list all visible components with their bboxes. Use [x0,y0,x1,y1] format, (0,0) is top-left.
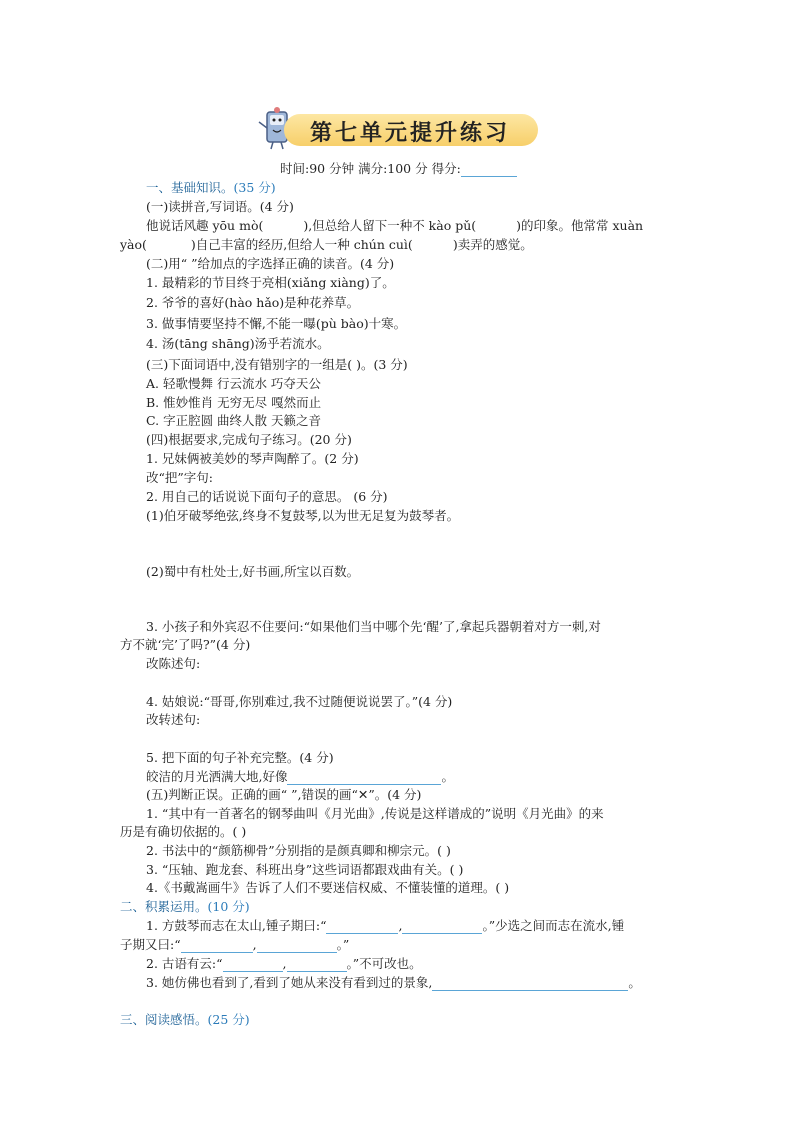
q1-heading: (一)读拼音,写词语。(4 分) [146,199,294,214]
s2-item-1-text-d: 子期又曰:“ [120,937,181,952]
section-3-title: 三、阅读感悟。 [120,1012,208,1027]
q4-item-2: 2. 用自己的话说说下面句子的意思。 (6 分) [146,489,388,504]
s2-item-2-text-b: , [282,956,287,971]
q4-item-3-line-1: 3. 小孩子和外宾忍不住要问:“如果他们当中哪个先‘醒’了,拿起兵器朝着对方一刺,对 [146,619,601,634]
s2-item-3-text-a: 3. 她仿佛也看到了,看到了她从来没有看到过的景象, [146,975,433,990]
q5-heading: (五)判断正误。正确的画“ ”,错误的画“✕”。(4 分) [146,787,422,802]
q4-item-5-blank[interactable] [287,772,441,785]
q2-item-1: 1. 最精彩的节目终于亮相(xiǎng xiàng)了。 [146,275,395,290]
q1-text-c: )的印象。他常常 xuàn [516,218,644,233]
title-banner [254,106,544,152]
section-2-title: 二、积累运用。 [120,899,208,914]
s2-item-1-blank-1[interactable] [326,921,398,934]
q4-item-1-instruction: 改“把”字句: [146,470,213,485]
q1-text-f: )卖弄的感觉。 [452,237,533,252]
s2-item-1-blank-4[interactable] [257,940,337,953]
s2-item-1-text-a: 1. 方鼓琴而志在太山,锺子期曰:“ [146,918,327,933]
q2-item-2: 2. 爷爷的喜好(hào hǎo)是种花养草。 [146,295,360,310]
s2-item-1-text-f: 。” [336,937,350,952]
meta-text: 时间:90 分钟 满分:100 分 得分: [280,161,461,176]
section-2-heading [120,899,250,915]
s2-item-2 [146,956,422,972]
s2-item-1-blank-2[interactable] [402,921,482,934]
q4-item-1: 1. 兄妹俩被美妙的琴声陶醉了。(2 分) [146,451,359,466]
q3-option-c: C. 字正腔圆 曲终人散 天籁之音 [146,413,322,428]
q4-item-3-line-2: 方不就‘完’了吗?”(4 分) [120,637,251,652]
section-3-points: (25 分) [207,1012,250,1027]
s2-item-2-text-a: 2. 古语有云:“ [146,956,223,971]
q3-heading: (三)下面词语中,没有错别字的一组是( )。(3 分) [146,357,408,372]
s2-item-1-text-c: 。”少选之间而志在流水,锺 [482,918,625,933]
s2-item-1-blank-3[interactable] [181,940,253,953]
s2-item-3-text-b: 。 [628,975,641,990]
q5-item-4: 4.《书戴嵩画牛》告诉了人们不要迷信权威、不懂装懂的道理。( ) [146,880,510,895]
s2-item-1-line-1 [146,918,624,934]
s2-item-1-line-2 [120,937,349,953]
q4-item-5-sentence: 皎洁的月光洒满大地,好像 。 [146,769,454,784]
s2-item-1-text-e: , [252,937,257,952]
section-3-heading [120,1012,250,1028]
s2-item-2-blank-1[interactable] [223,959,283,972]
q1-text-b: ),但总给人留下一种不 kào pǔ( [303,218,477,233]
q1-line-2 [120,237,533,253]
section-1-points: (35 分) [233,180,276,195]
s2-item-2-blank-2[interactable] [287,959,347,972]
q4-item-5-text: 皎洁的月光洒满大地,好像 [146,769,288,784]
q4-item-2-sentence-2: (2)蜀中有杜处士,好书画,所宝以百数。 [146,564,360,579]
q2-heading: (二)用“ ”给加点的字选择正确的读音。(4 分) [146,256,395,271]
s2-item-3 [146,975,641,991]
section-1-heading [146,180,276,196]
s2-item-1-text-b: , [398,918,403,933]
q1-text-a: 他说话风趣 yōu mò( [146,218,264,233]
q5-item-3: 3. “压轴、跑龙套、科班出身”这些词语都跟戏曲有关。( ) [146,862,464,877]
q4-heading: (四)根据要求,完成句子练习。(20 分) [146,432,352,447]
q3-option-b: B. 惟妙惟肖 无穷无尽 嘎然而止 [146,395,322,410]
section-2-points: (10 分) [207,899,250,914]
q4-item-4-instruction: 改转述句: [146,712,201,727]
q1-text-d: yào( [120,237,147,252]
s2-item-3-blank[interactable] [432,978,628,991]
q2-item-3: 3. 做事情要坚持不懈,不能一曝(pù bào)十寒。 [146,316,407,331]
page-title: 第七单元提升练习 [310,120,511,146]
q1-line-1 [146,218,643,234]
q4-item-5: 5. 把下面的句子补充完整。(4 分) [146,750,334,765]
q5-item-1-line-1: 1. “其中有一首著名的钢琴曲叫《月光曲》,传说是这样谱成的”说明《月光曲》的来 [146,806,604,821]
meta-line [280,161,517,177]
q4-item-2-sentence-1: (1)伯牙破琴绝弦,终身不复鼓琴,以为世无足复为鼓琴者。 [146,508,460,523]
section-1-title: 一、基础知识。 [146,180,234,195]
q5-item-1-line-2: 历是有确切依据的。( ) [120,824,247,839]
q4-item-3-instruction: 改陈述句: [146,656,201,671]
score-blank[interactable] [461,164,517,177]
q3-option-a: A. 轻歌慢舞 行云流水 巧夺天公 [146,376,321,391]
q1-text-e: )自己丰富的经历,但给人一种 chún cuì( [190,237,413,252]
s2-item-2-text-c: 。”不可改也。 [346,956,422,971]
q5-item-2: 2. 书法中的“颜筋柳骨”分别指的是颜真卿和柳宗元。( ) [146,843,451,858]
q4-item-4: 4. 姑娘说:“哥哥,你别难过,我不过随便说说罢了。”(4 分) [146,694,453,709]
q2-item-4: 4. 汤(tāng shāng)汤乎若流水。 [146,336,330,351]
